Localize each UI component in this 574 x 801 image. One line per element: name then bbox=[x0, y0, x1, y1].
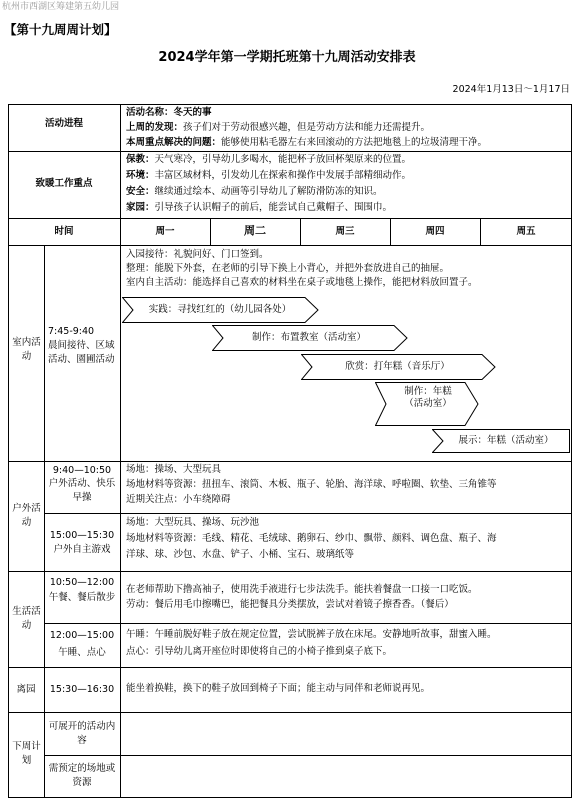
life-description: 午餐、餐后散步 bbox=[48, 592, 116, 603]
leave-text: 能坐着换鞋，换下的鞋子放回到椅子下面；能主动与同伴和老师说再见。 bbox=[126, 683, 431, 694]
life-time: 10:50—12:00 bbox=[49, 577, 115, 588]
last-week-key: 上周的发现： bbox=[126, 122, 184, 133]
care-item-key: 安全： bbox=[126, 186, 155, 197]
arrow-activity bbox=[212, 325, 408, 351]
weekly-focus-value: 能够使用粘毛器左右来回滚动的方法把地毯上的垃圾清理干净。 bbox=[221, 137, 488, 148]
arrow-activity bbox=[122, 297, 319, 323]
leave-category: 离园 bbox=[16, 684, 36, 695]
time-header: 时间 bbox=[54, 226, 74, 237]
outdoor-category: 户外活动 bbox=[12, 503, 41, 528]
care-item bbox=[126, 170, 411, 182]
indoor-line: 室内自主活动：能选择自己喜欢的材料坐在桌子或地毯上操作，能把材料放回置子。 bbox=[126, 277, 478, 288]
care-item-key: 环境： bbox=[126, 170, 155, 181]
outdoor-line: 场地材料等资源：扭扭车、滚筒、木板、瓶子、轮胎、海洋球、呼啦圈、软垫、三角锥等 bbox=[126, 479, 497, 490]
next-week-category: 下周计划 bbox=[12, 741, 41, 766]
arrow-label: 实践：寻找红红的（幼儿园各处） bbox=[148, 304, 292, 315]
outdoor-description: 户外活动、快乐早操 bbox=[48, 478, 116, 503]
activity-progress-label: 活动进程 bbox=[44, 118, 83, 129]
care-item bbox=[126, 186, 383, 198]
arrow-activity bbox=[375, 382, 479, 426]
day-header-fri: 周五 bbox=[516, 226, 536, 237]
arrow-activity bbox=[301, 354, 496, 380]
care-item bbox=[126, 154, 411, 166]
care-item-key: 保教： bbox=[126, 154, 155, 165]
life-line: 点心：引导幼儿离开座位时即使将自己的小椅子推到桌子底下。 bbox=[126, 646, 393, 657]
outdoor-line: 近期关注点：小车绕障碍 bbox=[126, 494, 231, 505]
indoor-category: 室内活动 bbox=[12, 337, 41, 362]
arrow-label: 制作：年糕（活动室） bbox=[404, 386, 452, 409]
next-week-row-label: 需预定的场地或资源 bbox=[48, 763, 116, 788]
page-title: 2024学年第一学期托班第十九周活动安排表 bbox=[158, 50, 416, 65]
last-week-value: 孩子们对于劳动很感兴趣，但是劳动方法和能力还需提升。 bbox=[183, 122, 431, 133]
care-focus-label: 致暖工作重点 bbox=[35, 178, 93, 189]
arrow-label: 制作：布置教室（活动室） bbox=[251, 332, 366, 343]
arrow-label: 欣赏：打年糕（音乐厅） bbox=[345, 361, 450, 372]
day-header-tue: 周二 bbox=[244, 224, 266, 237]
life-description: 午睡、点心 bbox=[58, 647, 106, 658]
section-heading: 【第十九周周计划】 bbox=[4, 22, 117, 37]
activity-name-value: 冬天的事 bbox=[173, 107, 212, 118]
care-item-value: 继续通过绘本、动画等引导幼儿了解防滑防冻的知识。 bbox=[154, 186, 383, 197]
care-item-value: 天气寒冷，引导幼儿多喝水，能把杯子放回杯架原来的位置。 bbox=[154, 154, 412, 165]
school-name: 杭州市西湖区筹建第五幼儿园 bbox=[2, 2, 120, 12]
life-line: 午睡：午睡前脱好鞋子放在规定位置，尝试脱裤子放在床尾。安静地听故事，甜蜜入睡。 bbox=[126, 629, 497, 640]
next-week-row-label: 可展开的活动内容 bbox=[48, 721, 116, 746]
life-category: 生活活动 bbox=[12, 606, 41, 631]
indoor-line: 整理：能脱下外套，在老师的引导下换上小背心，并把外套放进自己的抽屉。 bbox=[126, 263, 450, 274]
life-time: 12:00—15:00 bbox=[49, 630, 115, 641]
care-item-value: 丰富区域材料，引发幼儿在探索和操作中发展手部精细动作。 bbox=[154, 170, 412, 181]
care-item-value: 引导孩子认识帽子的前后，能尝试自己戴帽子、围围巾。 bbox=[154, 202, 393, 213]
outdoor-line: 场地材料等资源：毛线、精花、毛绒球、鹅卵石、纱巾、飘带、颜料、调色盘、瓶子、海 bbox=[126, 533, 497, 544]
activity-name bbox=[126, 107, 212, 119]
day-header-thu: 周四 bbox=[425, 226, 445, 237]
day-header-wed: 周三 bbox=[335, 226, 355, 237]
indoor-line: 入园接待：礼貌问好、门口签到。 bbox=[126, 249, 269, 260]
outdoor-line: 洋球、球、沙包、水盘、铲子、小桶、宝石、玻璃纸等 bbox=[126, 549, 355, 560]
weekly-focus bbox=[126, 137, 487, 149]
indoor-description: 晨间接待、区域活动、園圃活动 bbox=[48, 340, 115, 365]
outdoor-line: 场地：大型玩具、操场、玩沙池 bbox=[126, 517, 260, 528]
last-week-finding bbox=[126, 122, 430, 134]
leave-time: 15:30—16:30 bbox=[49, 684, 115, 695]
outdoor-line: 场地：操场、大型玩具 bbox=[126, 464, 222, 475]
life-line: 在老师帮助下撸高袖子，使用洗手液进行七步法洗手。能扶着餐盘一口接一口吃饭。 bbox=[126, 584, 478, 595]
outdoor-time: 9:40—10:50 bbox=[52, 465, 112, 476]
arrow-activity bbox=[432, 429, 570, 453]
outdoor-time: 15:00—15:30 bbox=[49, 530, 115, 541]
care-item-key: 家园： bbox=[126, 202, 155, 213]
outdoor-description: 户外自主游戏 bbox=[53, 544, 111, 555]
arrow-label: 展示：年糕（活动室） bbox=[458, 435, 554, 446]
activity-name-key: 活动名称： bbox=[126, 107, 174, 118]
weekly-focus-key: 本周重点解决的问题： bbox=[126, 137, 222, 148]
indoor-time: 7:45-9:40 bbox=[48, 326, 95, 337]
day-header-mon: 周一 bbox=[155, 226, 175, 237]
date-range: 2024年1月13日～1月17日 bbox=[452, 84, 570, 95]
care-item bbox=[126, 202, 392, 214]
life-line: 劳动：餐后用毛巾擦嘴巴，能把餐具分类摆放，尝试对着镜子擦香香。（餐后） bbox=[126, 599, 454, 610]
